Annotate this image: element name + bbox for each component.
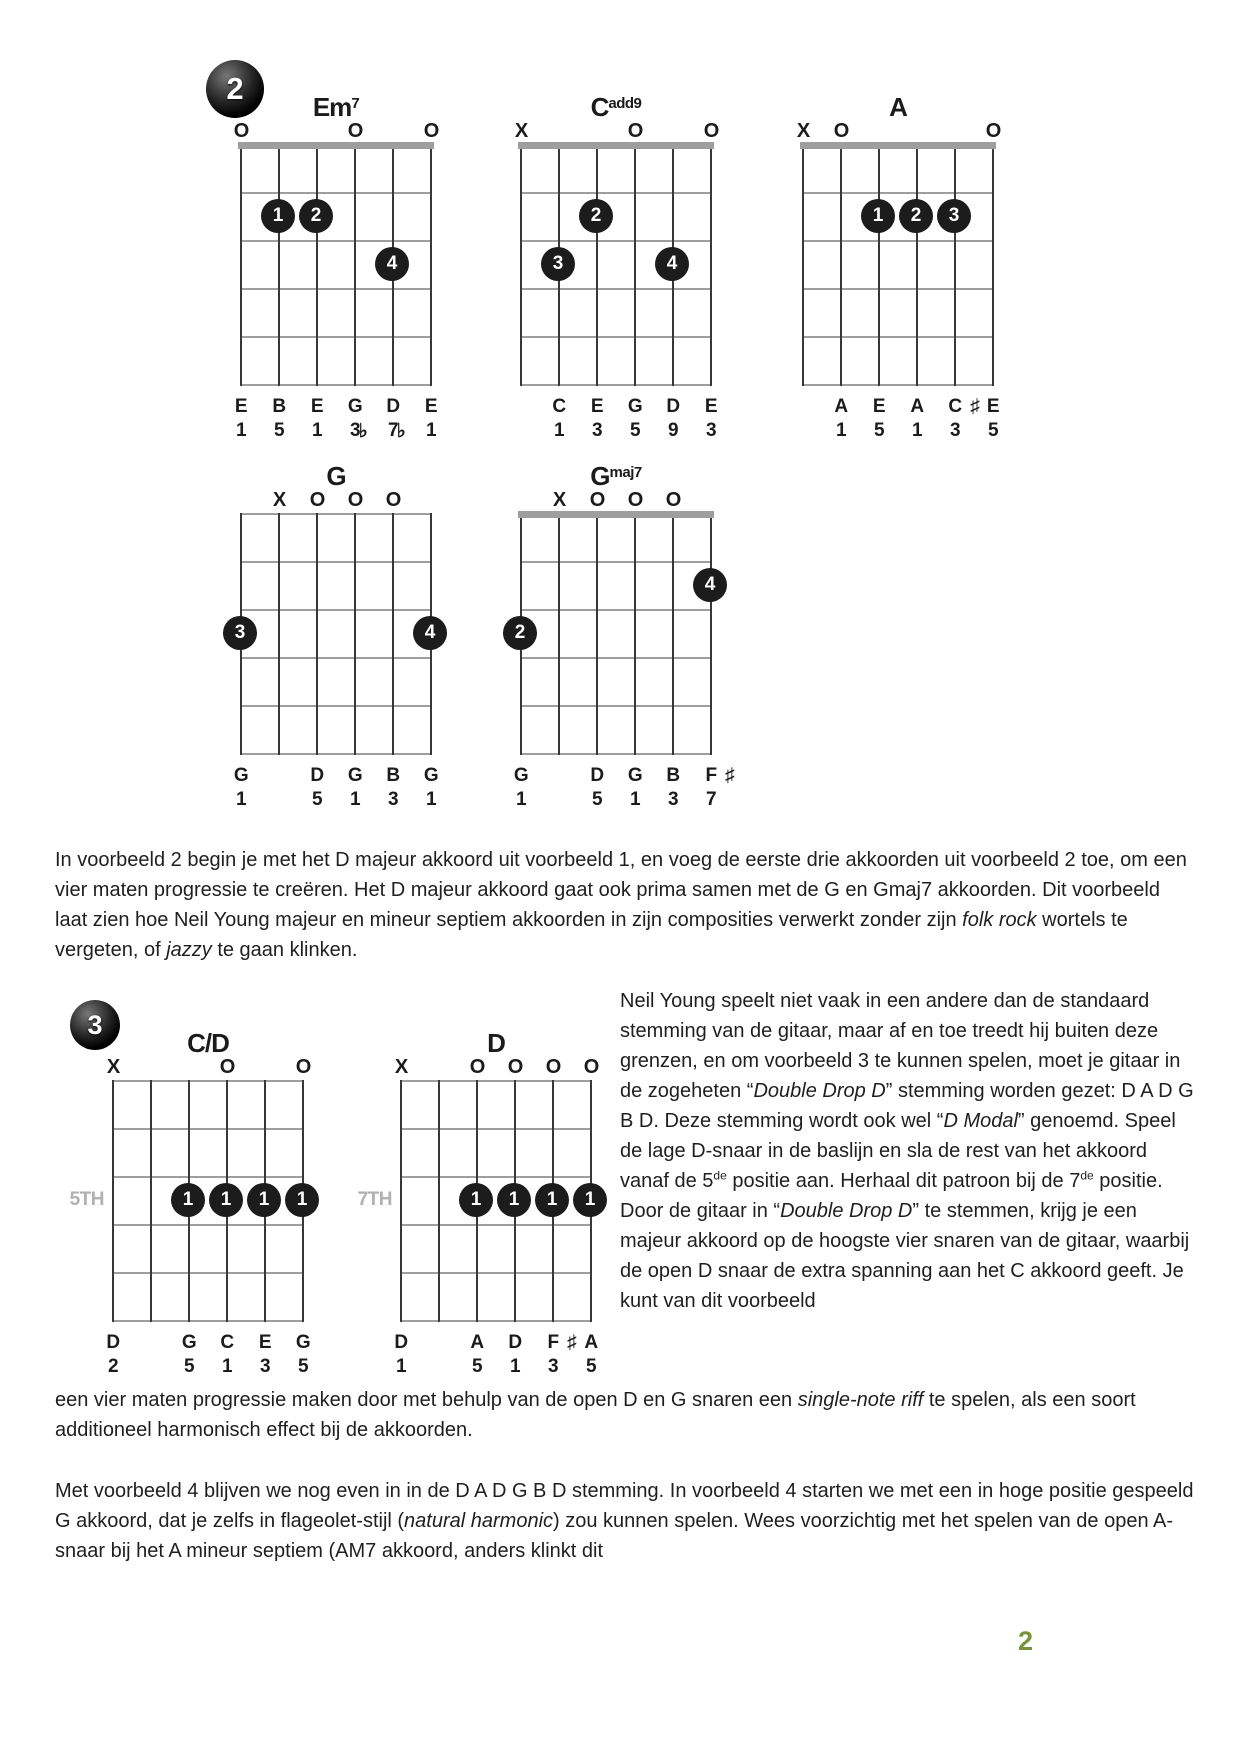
string-line (596, 144, 598, 386)
open-string-marker: O (295, 1056, 311, 1078)
open-string-marker: O (545, 1056, 561, 1078)
fret-position-label: 7TH (357, 1189, 392, 1210)
fret-grid (802, 144, 994, 386)
fret-line (240, 336, 432, 338)
text-run: ” genoemd. Speel de lage D-snaar in de baslijn en sla de rest van het akkoord vanaf de 5 (620, 1110, 1176, 1192)
chord-title-superscript: add9 (608, 95, 642, 112)
finger-dot: 1 (535, 1183, 569, 1217)
nut-bar (238, 142, 434, 149)
open-string-marker: O (233, 120, 249, 142)
note-name: E (258, 1332, 272, 1353)
open-string-marker: O (583, 1056, 599, 1078)
note-name: G (513, 765, 529, 786)
muted-string-marker: X (552, 489, 566, 511)
chord-title-superscript: 7 (351, 95, 360, 112)
fret-grid (240, 144, 432, 386)
text-run: positie. Door de gitaar in “ (620, 1170, 1163, 1222)
note-name: E (590, 396, 604, 417)
scale-degree: 3 (547, 1356, 559, 1377)
note-name: C (552, 396, 566, 417)
finger-dot: 2 (503, 616, 537, 650)
note-name: A (584, 1332, 598, 1353)
open-string-marker: O (423, 120, 439, 142)
string-line (278, 513, 280, 755)
muted-string-marker: X (514, 120, 528, 142)
text-run: een vier maten progressie maken door met behulp van de open D en G snaren een (55, 1389, 798, 1411)
note-name-row (234, 396, 438, 420)
finger-dot: 3 (937, 199, 971, 233)
string-line (392, 513, 394, 755)
note-name: G (627, 765, 643, 786)
scale-degree: 1 (515, 789, 527, 810)
finger-dot: 1 (285, 1183, 319, 1217)
note-name: D (590, 765, 604, 786)
muted-string-marker: X (394, 1056, 408, 1078)
italic-text: D Modal (943, 1110, 1018, 1132)
finger-dot: 2 (299, 199, 333, 233)
string-line (520, 144, 522, 386)
note-name: C (220, 1332, 234, 1353)
note-name: A (834, 396, 848, 417)
page-number: 2 (1018, 1626, 1034, 1656)
note-name: A (470, 1332, 484, 1353)
paragraph-example4-intro (55, 1476, 1195, 1566)
nut-bar (518, 511, 714, 518)
fret-grid (357, 1080, 596, 1322)
italic-text: folk rock (962, 909, 1037, 931)
chord-diagram-d (340, 1028, 626, 1384)
scale-degree-row (235, 789, 437, 813)
open-string-marker: O (589, 489, 605, 511)
scale-degree: 1 (553, 420, 565, 441)
fret-line (400, 1176, 592, 1178)
text-run: Neil Young speelt niet vaak in een andere dan de standaard stemming van de gitaar, maar af en toe treedt hij buiten deze grenzen, en om voorbeeld 3 te kunnen spelen, moet je gitaar in de zogeheten “ (620, 990, 1181, 1102)
scale-degree: 3 (387, 789, 399, 810)
fret-line (112, 1176, 304, 1178)
note-name: E (424, 396, 438, 417)
text-run: wortels te vergeten, of (55, 909, 1128, 961)
scale-degree: 1 (835, 420, 847, 441)
finger-dot: 4 (693, 568, 727, 602)
chord-title: Em$^7$ (312, 92, 360, 122)
string-marker-row (233, 120, 439, 142)
scale-degree-row (515, 789, 717, 813)
scale-degree: 3 (259, 1356, 271, 1377)
note-name-row (802, 396, 1000, 420)
open-string-marker: O (627, 120, 643, 142)
string-line (316, 513, 318, 755)
finger-dot: 2 (899, 199, 933, 233)
finger-dot: 1 (861, 199, 895, 233)
open-string-marker: O (469, 1056, 485, 1078)
accidental-sign: ♯ (567, 1332, 577, 1353)
finger-dot: 3 (541, 247, 575, 281)
scale-degree-row (395, 1356, 597, 1380)
finger-dot: 1 (573, 1183, 607, 1217)
string-line (438, 1080, 440, 1322)
paragraph-example3-continuation (55, 1385, 1195, 1445)
scale-degree-row (235, 420, 437, 444)
string-line (354, 513, 356, 755)
fret-line (520, 657, 712, 659)
scale-degree: 2 (107, 1356, 119, 1377)
fret-line (240, 561, 432, 563)
string-line (672, 513, 674, 755)
scale-degree: 5 (273, 420, 285, 441)
finger-dot: 2 (579, 199, 613, 233)
string-line (316, 144, 318, 386)
scale-degree: 3 (591, 420, 603, 441)
italic-text: jazzy (166, 939, 212, 961)
nut-bar (800, 142, 996, 149)
scale-degree: 5 (297, 1356, 309, 1377)
text-run: ” stemming worden gezet: D A D G B D. Deze stemming wordt ook wel “ (620, 1080, 1194, 1132)
scale-degree-row (802, 420, 999, 444)
chord-diagram-c-over-d (52, 1028, 338, 1384)
fret-line (240, 753, 432, 755)
scale-degree: 9 (667, 420, 679, 441)
chord-title: $C^{add9}$ (590, 92, 642, 122)
fret-line (400, 1128, 592, 1130)
note-name-row (106, 1332, 311, 1356)
string-line (430, 144, 432, 386)
muted-string-marker: X (106, 1056, 120, 1078)
note-name: E (986, 396, 1000, 417)
string-marker-row (514, 120, 719, 142)
finger-dot: 1 (459, 1183, 493, 1217)
text-run: Met voorbeeld 4 blijven we nog even in in de D A D G B D stemming. In voorbeeld 4 starten we met een in hoge positie gespeeld G akkoord, dat je zelfs in flageolet-stijl ( (55, 1480, 1194, 1532)
fret-line (520, 384, 712, 386)
open-string-marker: O (665, 489, 681, 511)
paragraph-example3-description (620, 986, 1195, 1316)
open-string-marker: O (833, 120, 849, 142)
note-name: G (347, 765, 363, 786)
open-string-marker: O (385, 489, 401, 511)
string-line (840, 144, 842, 386)
note-name: B (666, 765, 680, 786)
string-line (354, 144, 356, 386)
note-name: E (310, 396, 324, 417)
example-3-badge: 3 (70, 1000, 120, 1050)
fret-line (240, 657, 432, 659)
note-name: D (310, 765, 324, 786)
string-marker-row (106, 1056, 311, 1078)
accidental-sign: ♯ (970, 396, 980, 417)
fret-line (802, 336, 994, 338)
scale-degree: 3 (667, 789, 679, 810)
scale-degree-row (107, 1356, 309, 1380)
fret-line (112, 1320, 304, 1322)
note-name: F ♯ (698, 765, 724, 787)
string-line (634, 144, 636, 386)
fret-line (112, 1224, 304, 1226)
fret-line (240, 288, 432, 290)
string-marker-row (520, 489, 712, 511)
fret-line (240, 609, 432, 611)
scale-degree: 1 (235, 420, 247, 441)
finger-dot: 1 (497, 1183, 531, 1217)
fret-grid (69, 1080, 308, 1322)
note-name: D (394, 1332, 408, 1353)
chord-diagram-a (742, 92, 1028, 448)
note-name: D (508, 1332, 522, 1353)
scale-degree: 5 (873, 420, 885, 441)
scale-degree: ♭ 7 (380, 420, 406, 442)
note-name: F ♯ (540, 1332, 566, 1354)
scale-degree: 1 (425, 420, 437, 441)
note-name: D (386, 396, 400, 417)
fret-line (520, 288, 712, 290)
string-line (710, 144, 712, 386)
scale-degree: 5 (987, 420, 999, 441)
scale-degree: 1 (395, 1356, 407, 1377)
fret-line (802, 192, 994, 194)
open-string-marker: O (627, 489, 643, 511)
fret-line (240, 240, 432, 242)
note-name-row (394, 1332, 598, 1356)
chord-diagram-gmaj7 (460, 461, 746, 817)
fret-line (400, 1224, 592, 1226)
scale-degree: 5 (183, 1356, 195, 1377)
fret-line (520, 753, 712, 755)
note-name: E (234, 396, 248, 417)
fret-grid (514, 513, 716, 755)
accidental-sign: ♯ (725, 765, 735, 786)
fret-line (802, 240, 994, 242)
fret-line (520, 192, 712, 194)
italic-text: Double Drop D (753, 1080, 886, 1102)
string-line (634, 513, 636, 755)
note-name: E (704, 396, 718, 417)
fret-line (520, 336, 712, 338)
fret-line (240, 384, 432, 386)
scale-degree: 1 (235, 789, 247, 810)
chord-title: C/D (187, 1028, 229, 1058)
string-line (878, 144, 880, 386)
scale-degree: 5 (311, 789, 323, 810)
chord-diagram-g (180, 461, 466, 817)
fret-line (112, 1272, 304, 1274)
note-name: D (666, 396, 680, 417)
text-run: In voorbeeld 2 begin je met het D majeur akkoord uit voorbeeld 1, en voeg de eerste drie akkoorden uit voorbeeld 2 toe, om een vier maten progressie te creëren. Het D majeur akkoord gaat ook prima samen met de G en Gmaj7 akkoorden. Dit voorbeeld laat zien hoe Neil Young majeur en mineur septiem akkoorden in zijn composities verwerkt zonder zijn (55, 849, 1187, 931)
nut-bar (518, 142, 714, 149)
text-run: ” te stemmen, krijg je een majeur akkoord op de hoogste vier snaren van de gitaar, waarbij de open D snaar de extra spanning aan het C akkoord geeft. Je kunt van dit voorbeeld (620, 1200, 1190, 1312)
string-line (916, 144, 918, 386)
scale-degree: 5 (591, 789, 603, 810)
accidental-sign: ♭ (396, 421, 406, 442)
fret-position-label: 5TH (69, 1189, 104, 1210)
superscript-text: de (1080, 1168, 1094, 1183)
scale-degree: 5 (585, 1356, 597, 1377)
string-marker-row (796, 120, 1001, 142)
text-run: ) zou kunnen spelen. Wees voorzichtig met het spelen van de open A-snaar bij het A mineur septiem (AM7 akkoord, anders klinkt dit (55, 1510, 1174, 1562)
string-line (400, 1080, 402, 1322)
text-run: positie aan. Herhaal dit patroon bij de 7 (726, 1170, 1081, 1192)
note-name: E (872, 396, 886, 417)
fret-line (520, 561, 712, 563)
string-line (150, 1080, 152, 1322)
scale-degree: 1 (911, 420, 923, 441)
string-line (240, 144, 242, 386)
text-run: te gaan klinken. (211, 939, 358, 961)
note-name-row (520, 396, 718, 420)
string-marker-row (240, 489, 432, 511)
finger-dot: 1 (247, 1183, 281, 1217)
chord-diagram-em7 (180, 92, 466, 448)
scale-degree-row (520, 420, 717, 444)
fret-line (240, 192, 432, 194)
scale-degree: 1 (349, 789, 361, 810)
finger-dot: 4 (655, 247, 689, 281)
finger-dot: 3 (223, 616, 257, 650)
string-marker-row (394, 1056, 599, 1078)
finger-dot: 1 (171, 1183, 205, 1217)
open-string-marker: O (219, 1056, 235, 1078)
chord-title: D (487, 1028, 505, 1058)
note-name: G (627, 396, 643, 417)
note-name: G (233, 765, 249, 786)
scale-degree: 1 (629, 789, 641, 810)
open-string-marker: O (985, 120, 1001, 142)
open-string-marker: O (507, 1056, 523, 1078)
chord-title: $G^{maj7}$ (590, 461, 642, 491)
fret-line (240, 705, 432, 707)
scale-degree: 1 (221, 1356, 233, 1377)
open-string-marker: O (347, 120, 363, 142)
fret-line (400, 1272, 592, 1274)
note-name: G (423, 765, 439, 786)
string-line (710, 513, 712, 755)
string-line (954, 144, 956, 386)
chord-title: A (889, 92, 907, 122)
scale-degree: 5 (471, 1356, 483, 1377)
scale-degree: 3 (949, 420, 961, 441)
scale-degree: 1 (425, 789, 437, 810)
scale-degree: ♭ 3 (342, 420, 368, 442)
note-name: B (272, 396, 286, 417)
scale-degree: 5 (629, 420, 641, 441)
string-line (596, 513, 598, 755)
string-line (992, 144, 994, 386)
italic-text: natural harmonic (404, 1510, 554, 1532)
fret-line (520, 705, 712, 707)
example-2-badge: 2 (206, 60, 264, 118)
chord-title: G (326, 461, 346, 491)
fret-line (400, 1320, 592, 1322)
string-line (802, 144, 804, 386)
italic-text: single-note riff (797, 1389, 924, 1411)
note-name: G (347, 396, 363, 417)
string-line (112, 1080, 114, 1322)
open-string-marker: O (347, 489, 363, 511)
muted-string-marker: X (272, 489, 286, 511)
note-name: D (106, 1332, 120, 1353)
scale-degree: 1 (311, 420, 323, 441)
chord-title-superscript: maj7 (609, 464, 642, 481)
note-name-row (233, 765, 439, 789)
note-name: G (181, 1332, 197, 1353)
paragraph-example2-description (55, 845, 1190, 965)
string-line (278, 144, 280, 386)
chord-diagram-cadd9 (460, 92, 746, 448)
fret-line (520, 240, 712, 242)
accidental-sign: ♭ (358, 421, 368, 442)
fret-line (520, 609, 712, 611)
fret-line (802, 384, 994, 386)
note-name: A (910, 396, 924, 417)
fret-grid (234, 513, 436, 755)
note-name: C ♯ (942, 396, 968, 418)
string-line (558, 513, 560, 755)
scale-degree: 7 (705, 789, 717, 810)
finger-dot: 4 (413, 616, 447, 650)
superscript-text: de (713, 1168, 727, 1183)
finger-dot: 4 (375, 247, 409, 281)
note-name: B (386, 765, 400, 786)
note-name: G (295, 1332, 311, 1353)
fret-line (802, 288, 994, 290)
open-string-marker: O (703, 120, 719, 142)
muted-string-marker: X (796, 120, 810, 142)
scale-degree: 3 (705, 420, 717, 441)
scale-degree: 1 (509, 1356, 521, 1377)
finger-dot: 1 (209, 1183, 243, 1217)
note-name-row (513, 765, 735, 789)
fret-line (400, 1080, 592, 1082)
text-run: te spelen, als een soort additioneel harmonisch effect bij de akkoorden. (55, 1389, 1136, 1441)
italic-text: Double Drop D (780, 1200, 913, 1222)
fret-line (112, 1128, 304, 1130)
finger-dot: 1 (261, 199, 295, 233)
fret-line (112, 1080, 304, 1082)
open-string-marker: O (309, 489, 325, 511)
fret-grid (520, 144, 712, 386)
fret-line (240, 513, 432, 515)
